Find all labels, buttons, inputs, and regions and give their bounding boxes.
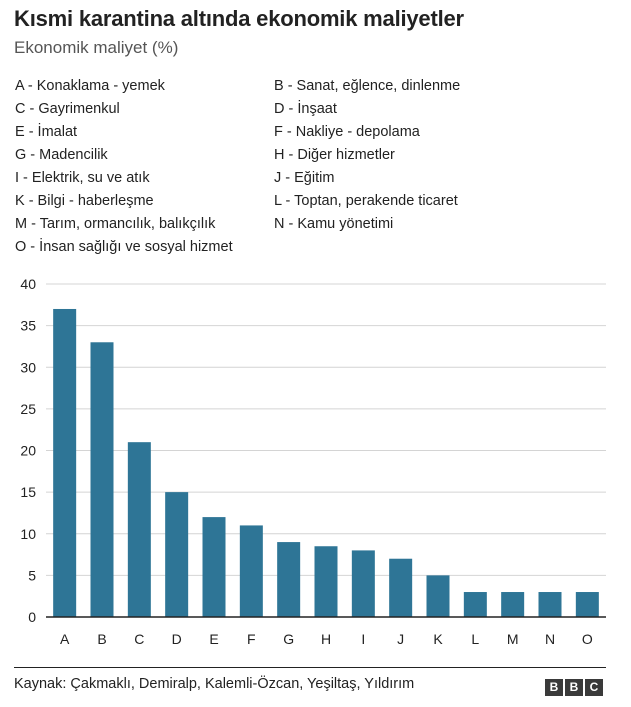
x-tick-label: B [97, 631, 107, 647]
legend-item: I - Elektrik, su ve atık [15, 170, 150, 186]
bar [389, 559, 412, 617]
bbc-logo-letter-1: B [545, 679, 563, 696]
bbc-logo [545, 679, 603, 696]
x-tick-label: N [544, 631, 556, 647]
bar [576, 592, 599, 617]
legend-item: L - Toptan, perakende ticaret [274, 193, 458, 209]
bar [352, 550, 375, 617]
y-tick-label: 15 [20, 484, 36, 501]
y-tick-label: 10 [20, 525, 36, 542]
legend-item: E - İmalat [15, 124, 78, 140]
y-tick-label: 5 [28, 567, 36, 584]
x-tick-label: G [283, 631, 295, 647]
chart-subtitle: Ekonomik maliyet (%) [14, 38, 179, 57]
legend-item: B - Sanat, eğlence, dinlenme [274, 78, 461, 94]
legend-item: H - Diğer hizmetler [274, 147, 395, 163]
source-note: Kaynak: Çakmaklı, Demiralp, Kalemli-Özcan, Yeşiltaş, Yıldırım [14, 676, 415, 692]
x-tick-label: D [171, 631, 182, 647]
y-tick-label: 35 [20, 317, 36, 334]
x-tick-label: O [581, 631, 593, 647]
legend-item: O - İnsan sağlığı ve sosyal hizmet [15, 239, 233, 255]
y-tick-label: 0 [28, 609, 36, 625]
bar [277, 542, 300, 617]
legend-item: G - Madencilik [15, 147, 108, 163]
y-tick-label: 40 [20, 276, 36, 292]
bbc-logo-letter-2: B [565, 679, 583, 696]
y-tick-label: 30 [20, 359, 36, 376]
x-tick-label: M [506, 631, 519, 647]
legend-item: N - Kamu yönetimi [274, 216, 394, 232]
bbc-logo-letter-3: C [585, 679, 603, 696]
bar [464, 592, 487, 617]
x-tick-label: A [59, 631, 70, 647]
legend-item: J - Eğitim [274, 170, 335, 186]
bar [91, 342, 114, 617]
y-tick-label: 25 [20, 400, 36, 417]
legend-item: C - Gayrimenkul [15, 101, 120, 117]
bar-chart [0, 270, 631, 655]
legend-item: A - Konaklama - yemek [15, 78, 165, 94]
bar [165, 492, 188, 617]
bar [501, 592, 524, 617]
bar [53, 309, 76, 617]
bar [539, 592, 562, 617]
x-tick-label: H [320, 631, 332, 647]
legend-item: D - İnşaat [274, 101, 337, 117]
x-tick-label: I [361, 631, 366, 647]
legend-item: K - Bilgi - haberleşme [15, 193, 154, 209]
x-tick-label: E [209, 631, 219, 647]
bar [128, 442, 151, 617]
bar [315, 546, 338, 617]
x-tick-label: K [433, 631, 443, 647]
bar [427, 575, 450, 617]
x-tick-label: C [134, 631, 145, 647]
bar [203, 517, 226, 617]
chart-title: Kısmi karantina altında ekonomik maliyetler [14, 6, 464, 31]
legend-item: M - Tarım, ormancılık, balıkçılık [15, 216, 216, 232]
legend-item: F - Nakliye - depolama [274, 124, 420, 140]
footer-divider [14, 667, 606, 668]
x-tick-label: J [397, 631, 405, 647]
bar [240, 525, 263, 617]
y-tick-label: 20 [20, 442, 36, 459]
x-tick-label: L [471, 631, 480, 647]
x-tick-label: F [247, 631, 256, 647]
